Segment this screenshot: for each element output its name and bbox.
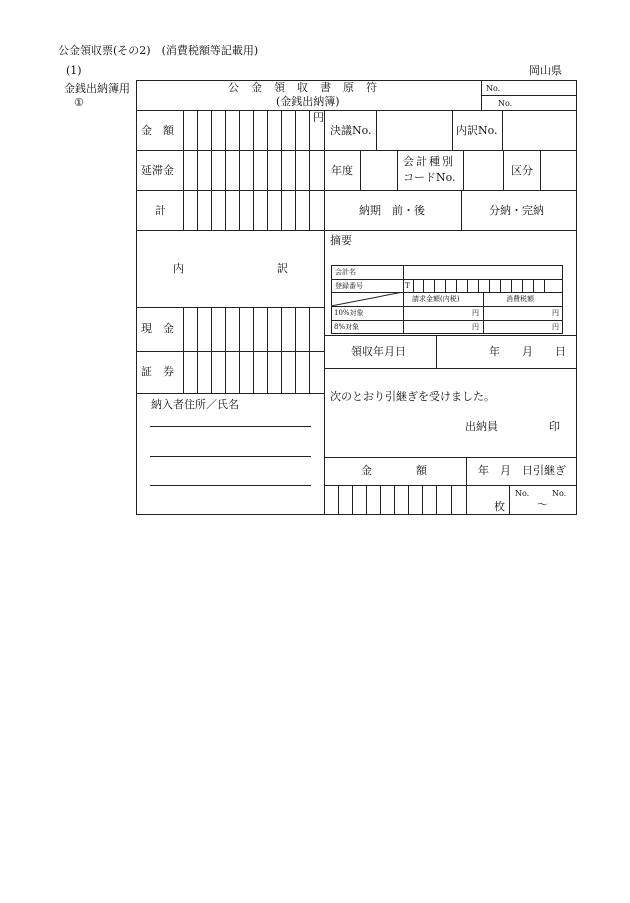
diagonal-line <box>331 292 404 306</box>
form-title: 公金領収票(その2) (消費税額等記載用) <box>58 44 259 57</box>
number-label-2: No. <box>498 99 513 108</box>
handover-amount-label: 金 額 <box>361 464 427 477</box>
range-tilde: ～ <box>537 498 548 511</box>
summary-label: 摘要 <box>330 234 352 247</box>
billed-amount-header: 請求金額(内税) <box>412 295 460 303</box>
payer-line-1 <box>150 426 311 427</box>
category-label: 区分 <box>511 164 533 177</box>
receipt-date-label: 領収年月日 <box>351 345 406 358</box>
securities-label: 証 券 <box>141 365 174 378</box>
seal-mark: 印 <box>549 420 560 433</box>
handover-number-to: No. <box>552 489 567 498</box>
side-number: ① <box>74 96 84 109</box>
account-code-label: コードNo. <box>403 171 456 184</box>
total-label: 計 <box>155 204 166 217</box>
handover-text: 次のとおり引継ぎを受けました。 <box>330 390 495 403</box>
yen-mark: 円 <box>313 111 324 124</box>
details-label-right: 訳 <box>277 262 288 275</box>
payer-label: 納入者住所／氏名 <box>151 398 239 411</box>
rate-8-label: 8%対象 <box>334 323 360 331</box>
due-period-label: 納期 前・後 <box>359 204 425 217</box>
consumption-tax-header: 消費税額 <box>506 295 534 303</box>
amount-label: 金 額 <box>141 124 174 137</box>
details-label-left: 内 <box>173 262 184 275</box>
decision-number-label: 決議No. <box>330 124 372 137</box>
account-type-label: 会計種別 <box>403 155 455 168</box>
receipt-date-value: 年 月 日 <box>489 345 566 358</box>
t-prefix: T <box>405 282 410 290</box>
late-fee-label: 延滞金 <box>141 164 174 177</box>
fiscal-year-label: 年度 <box>331 164 353 177</box>
payer-line-2 <box>150 456 311 457</box>
rate-10-billed-yen: 円 <box>472 309 479 317</box>
number-label-1: No. <box>486 84 501 93</box>
cash-label: 現 金 <box>141 322 174 335</box>
rate-10-label: 10%対象 <box>334 309 364 317</box>
breakdown-number-label: 内訳No. <box>456 124 498 137</box>
receipt-title: 公金領収書原符 <box>228 81 389 94</box>
cashier-label: 出納員 <box>465 420 498 433</box>
rate-10-tax-yen: 円 <box>552 309 559 317</box>
prefecture-name: 岡山県 <box>529 64 562 77</box>
payer-line-3 <box>150 485 311 486</box>
registration-number-label: 登録番号 <box>335 282 363 290</box>
sheets-label: 枚 <box>494 500 505 513</box>
account-name-label: 会計名 <box>335 268 356 276</box>
handover-number-from: No. <box>515 489 530 498</box>
handover-date-label: 年 月 日引継ぎ <box>478 464 566 477</box>
section-number: (1) <box>66 64 82 77</box>
side-label: 金銭出納簿用 <box>64 82 130 95</box>
installment-label: 分納・完納 <box>489 204 544 217</box>
rate-8-tax-yen: 円 <box>552 323 559 331</box>
receipt-subtitle: (金銭出納簿) <box>276 95 340 108</box>
rate-8-billed-yen: 円 <box>472 323 479 331</box>
